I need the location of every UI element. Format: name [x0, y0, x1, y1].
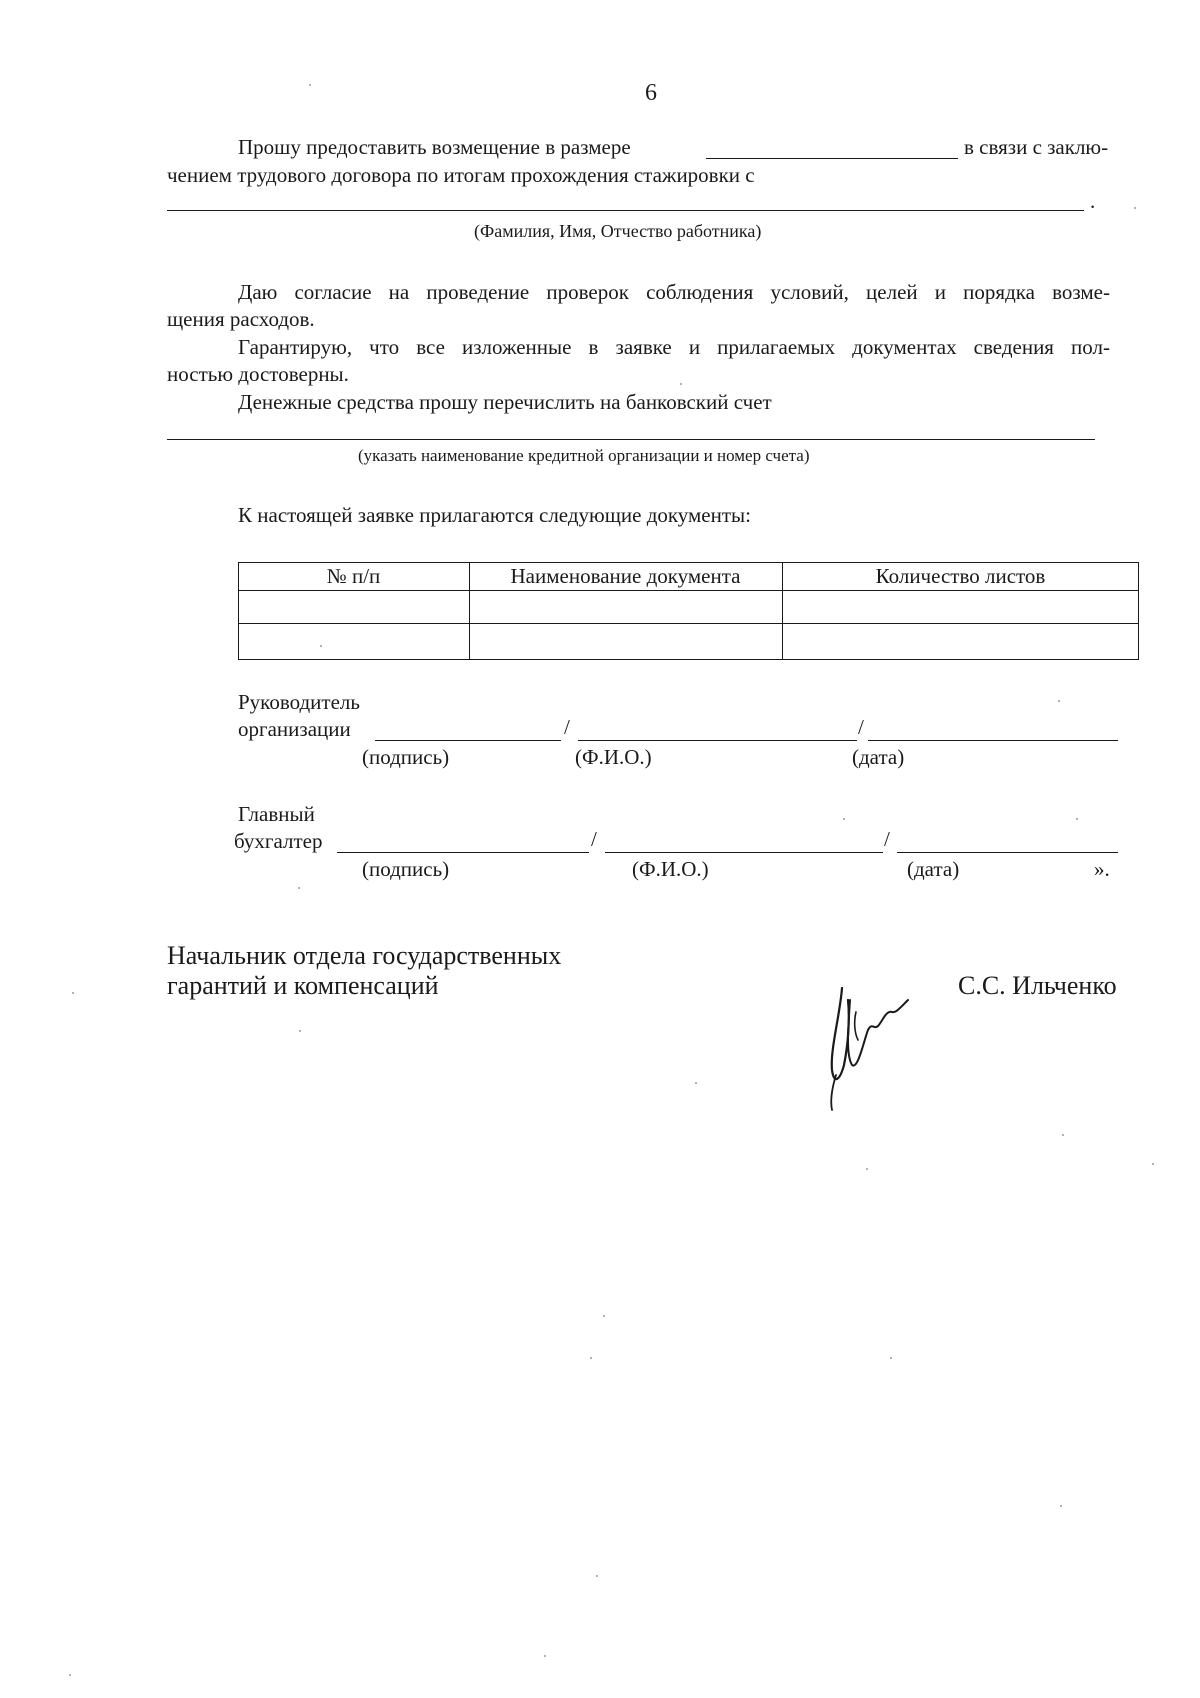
- accountant-slash-1: /: [591, 827, 597, 851]
- head-caption-date: (дата): [852, 745, 905, 769]
- scan-speck: [1134, 207, 1136, 209]
- intro-period: .: [1090, 189, 1096, 213]
- attachments-intro: К настоящей заявке прилагаются следующие документы:: [238, 503, 751, 527]
- intro-line2: чением трудового договора по итогам прохождения стажировки с: [167, 163, 755, 187]
- employee-name-blank-line: [167, 210, 1084, 211]
- head-caption-name: (Ф.И.О.): [575, 745, 652, 769]
- intro-line1-end: в связи с заклю-: [964, 135, 1109, 159]
- consent-line1: Даю согласие на проведение проверок соблюдения условий, целей и порядка возме-: [238, 280, 1110, 304]
- accountant-slash-2: /: [884, 827, 890, 851]
- scan-speck: [298, 887, 300, 889]
- head-title-line2: организации: [238, 717, 351, 741]
- scan-speck: [603, 1315, 605, 1317]
- scan-speck: [596, 1575, 598, 1577]
- scan-speck: [890, 1357, 892, 1359]
- bank-account-blank-line: [167, 439, 1095, 440]
- accountant-caption-date: (дата): [907, 857, 960, 881]
- bank-account-caption: (указать наименование кредитной организации и номер счета): [358, 446, 810, 465]
- head-slash-1: /: [564, 715, 570, 739]
- accountant-caption-name: (Ф.И.О.): [632, 857, 709, 881]
- amount-blank-line: [706, 158, 958, 159]
- accountant-signature-line: [337, 852, 589, 853]
- scan-speck: [309, 84, 311, 86]
- head-slash-2: /: [858, 715, 864, 739]
- accountant-date-line: [897, 852, 1118, 853]
- scan-speck: [695, 1082, 697, 1084]
- head-date-line: [868, 740, 1118, 741]
- guarantee-line2: ностью достоверны.: [167, 362, 349, 386]
- scan-speck: [1058, 700, 1060, 702]
- page-number: 6: [645, 80, 657, 106]
- scan-speck: [320, 645, 322, 647]
- bank-line: Денежные средства прошу перечислить на банковский счет: [238, 390, 772, 414]
- handwritten-signature: [820, 970, 930, 1120]
- head-title-line1: Руководитель: [238, 690, 360, 714]
- table-header-sheet-count: Количество листов: [875, 564, 1046, 588]
- accountant-caption-signature: (подпись): [362, 857, 450, 881]
- scan-speck: [1152, 1163, 1154, 1165]
- scan-speck: [1076, 818, 1078, 820]
- scan-speck: [590, 1357, 592, 1359]
- table-header-document-name: Наименование документа: [510, 564, 741, 588]
- accountant-title-line1: Главный: [238, 802, 315, 826]
- scan-speck: [843, 818, 845, 820]
- accountant-name-line: [605, 852, 883, 853]
- scan-speck: [866, 1168, 868, 1170]
- table-header-number: № п/п: [326, 564, 381, 588]
- scan-speck: [544, 1655, 546, 1657]
- guarantee-line1: Гарантирую, что все изложенные в заявке и прилагаемых документах сведения пол-: [238, 335, 1110, 359]
- scan-speck: [72, 992, 74, 994]
- closing-quote: ».: [1094, 857, 1110, 881]
- scan-speck: [1060, 1505, 1062, 1507]
- footer-signatory-name: С.С. Ильченко: [958, 971, 1117, 1000]
- head-signature-line: [375, 740, 561, 741]
- accountant-title-line2: бухгалтер: [234, 829, 323, 853]
- employee-name-caption: (Фамилия, Имя, Отчество работника): [474, 221, 762, 241]
- scan-speck: [69, 1674, 71, 1676]
- scan-speck: [1062, 1134, 1064, 1136]
- table-row-divider: [238, 590, 1139, 591]
- scan-speck: [680, 383, 682, 385]
- head-caption-signature: (подпись): [362, 745, 450, 769]
- head-name-line: [578, 740, 857, 741]
- intro-line1-start: Прошу предоставить возмещение в размере: [238, 135, 631, 159]
- footer-position-line2: гарантий и компенсаций: [167, 971, 439, 1000]
- scan-speck: [299, 1030, 301, 1032]
- consent-line2: щения расходов.: [167, 307, 315, 331]
- footer-position-line1: Начальник отдела государственных: [167, 941, 562, 970]
- table-row-divider-2: [238, 623, 1139, 624]
